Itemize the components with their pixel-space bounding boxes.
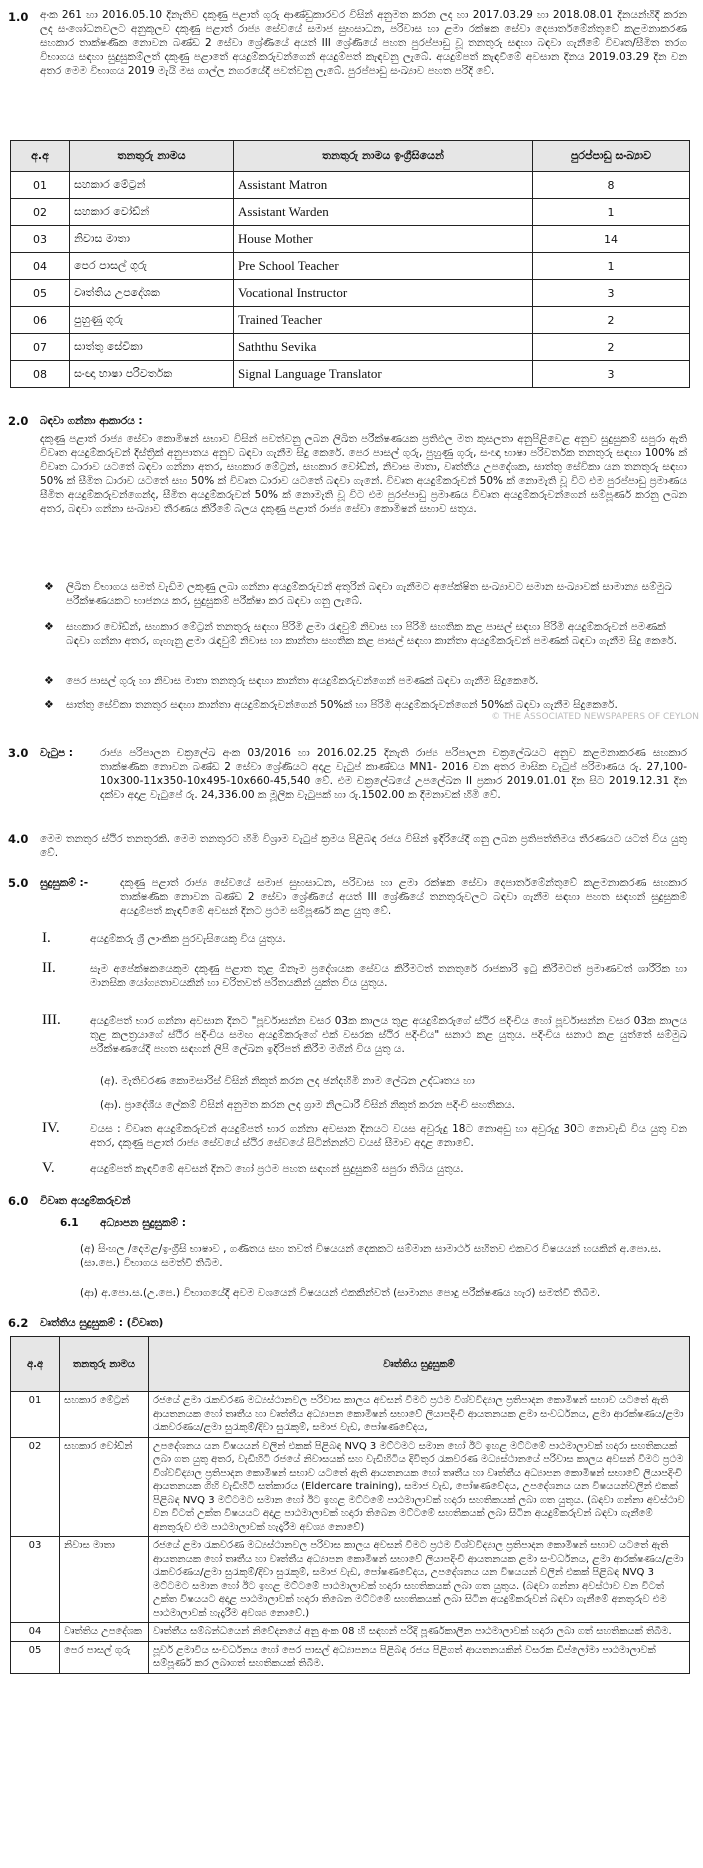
row-post-en: Assistant Warden [234, 199, 533, 226]
item-number: I. [42, 930, 51, 946]
row-post: නිවාස මාතා [60, 1537, 149, 1623]
row-post-en: Trained Teacher [234, 307, 533, 334]
item-number: II. [42, 960, 56, 976]
item-text: අයදුම්පත් භාර ගන්නා අවසාන දිනට "පූර්වාසන්න වසර 03ක කාලය තුළ අයදුම්කරුගේ ස්ථිර පදිංචිය හෝ පූර්වාසන්න වසර 03ක කාලය තුළ කලත්‍රයාගේ ස්ථිර පදිංචිය සමඟ අයදුම්කරුගේ එක් වසරක ස්ථිර පදිංචිය" සනාථ කළ යුතුය. පදිංචිය සනාථ කළ යුත්තේ සම්මුඛ පරීක්ෂණයේදී පහත සඳහන් ලිපි ලේඛන ඉදිරිපත් කිරීම මගින් විය යුතු ය. [90, 1015, 687, 1055]
table-row [11, 1437, 690, 1537]
row-post-si: පුහුණු ගුරු [70, 307, 234, 334]
row-post-si: සංඥා භාෂා පරිවර්තක [70, 361, 234, 388]
section-6-2-title: වෘත්තිය සුදුසුකම් : (විවෘත) [40, 1317, 164, 1329]
row-vacancies: 2 [533, 334, 690, 361]
row-post-si: සහකාර මේට්‍රන් [70, 172, 234, 199]
row-no: 03 [11, 226, 70, 253]
qualification-table-header [11, 1337, 690, 1392]
section-3-text: රාජ්‍ය පරිපාලන චක්‍රලේඛ අංක 03/2016 හා 2016.02.25 දිනැති රාජ්‍ය පරිපාලන චක්‍රලේඛයට අනුව කළමනාකරණ සහකාර තාක්ෂණික නොවන බණ්ඩ 2 සේවා ශ්‍රේණියට අදාළ වැටුප් කාණ්ඩය MN1- 2016 වන අතර මාසික වැටුප් පරිමාණය රු. 27,100-10x300-11x350-10x495-10x660-45,540 වේ. එම චක්‍රලේඛයේ උපලේඛන II ප්‍රකාර 2019.01.01 දින සිට 2019.12.31 දින දක්වා අදාළ වැටුපේ රු. 24,336.00 ක මූලික වැටුපක් හා රු.1502.00 ක දීමනාවක් හිමි වේ. [100, 747, 687, 801]
row-qualification: උපදේශනය යන විෂයයන් වලින් එකක් පිළිබඳ NVQ 3 මට්ටමට සමාන හෝ ඊට ඉහළ මට්ටමේ පාඨමාලාවක් හදාරා සහතිකයක් ලබා ගත යුතු අතර, වැඩිහිටි රජයේ නිවාසයක් සහ වැඩිහිටිය දිවිතුර රැකවරණ මධ්‍යස්ථානයේ පරිවාස කාලය අවසන් වීමට ප්‍රථම විශ්වවිද්‍යාල ප්‍රතිපාදන කොමිෂන් සභාව යටතේ ඇති ආයතනයක හෝ තෘතීය හා වෘත්තීය අධ්‍යාපන කොමිෂන් සභාවේ ලියාපදිංචි ආයතනයක ගිහි වැඩිහිටි සත්කාරය (Eldercare training), සමාජ වැඩ, පෝෂණවේදය, උපදේශනය යන විෂයයන්වලින් එකක් පිළිබඳ NVQ 3 මට්ටමට සමාන හෝ ඊට ඉහළ මට්ටමේ පාඨමාලාවක් හදාරා සහතිකයක් ලබා ගත යුතුය. (බඳවා ගන්නා අවස්ථාව වන විටත් උක්ත විෂයයට අදාළ පාඨමාලාවක් හදාරා තිබෙන මට්ටමේ සහතිකයක් ලබා සිටින අයදුම්කරුවන් බඳවා ගැනීමේ අනතුරුව එම පාඨමාලාවක් හැදෑරීම අවශ්‍ය නොවේ) [149, 1437, 690, 1537]
vacancy-table [10, 140, 690, 388]
row-no: 07 [11, 334, 70, 361]
table-row [11, 253, 690, 280]
table-row [11, 1392, 690, 1438]
row-qualification: පූර්ව ළමාවිය සංවර්ධනය හෝ පෙර පාසල් අධ්‍යාපනය පිළිබඳ රජය පිළිගත් ආයතනයකින් වසරක ඩිප්ලෝමා පාඨමාලාවක් සම්පූර්ණ කර ලබාගත් සහතිකයක් තිබීම. [149, 1641, 690, 1673]
row-no: 02 [11, 199, 70, 226]
row-post-si: වෘත්තිය උපදේශක [70, 280, 234, 307]
row-qualification: රජයේ ළමා රැකවරණ මධ්‍යස්ථානවල පරිවාස කාලය අවසන් වීමට ප්‍රථම විශ්වවිද්‍යාල ප්‍රතිපාදන කොමිෂන් සභාව යටතේ ඇති ආයතනයක හෝ තෘතීය හා වෘත්තීය අධ්‍යාපන කොමිෂන් සභාවේ ලියාපදිංචි ආයතනයක ළමා සංවර්ධනය, ළමා ආරක්ෂණය/ළමා රැකවරණය/ළමා සුරැකුම්/දිවා සුරැකුම්, සමාජ වැඩ, පෝෂණවේදය, [149, 1392, 690, 1438]
row-no: 04 [11, 253, 70, 280]
table-row [11, 307, 690, 334]
item-text: වයස : විවෘත අයදුම්කරුවන් අයදුම්පත් භාර ගන්නා අවසාන දිනයට වයස අවුරුදු 18ට නොඅඩු හා අවුරුදු 30ට නොවැඩි විය යුතු වන අතර, දකුණු පළාත් රාජ්‍ය සේවයේ ස්ථිර සේවයේ සිටින්නන්ට වයස් සීමාව අදාළ නොවේ. [90, 1123, 687, 1149]
col-header-post-en: තනතුරු නාමය ඉංග්‍රීසියෙන් [234, 141, 533, 172]
section-1-text: අංක 261 හා 2016.05.10 දිනැතිව දකුණු පළාත් ගුරු ආණ්ඩුකාරවර විසින් අනුමත කරන ලද හා 2017.03.29 හා 2018.08.01 දිනයන්හිදී කරන ලද සංශෝධනවලට අනුකූලව දකුණු පළාත් රාජ්‍ය සේවයේ සමාජ සුභසාධන, පරිවාස හා ළමා රක්ෂක සේවා දෙපාර්තමේන්තුවේ කළමනාකරණ සහකාර තාක්ෂණික නොවන බණ්ඩ 2 සේවා ශ්‍රේණියේ අයත් III ශ්‍රේණියේ පහත පුරප්පාඩු වූ තනතුරු සඳහා බඳවා ගැනීමේ විවෘත/සීමිත තරග විභාගය සඳහා සුදුසුකම්ලත් දකුණු පළාතේ අයදුම්කරුවන්ගෙන් අයදුම්පත් කැඳවනු ලැබේ. අයදුම්පත් කැඳවීමේ අවසාන දිනය 2019.03.29 දින වන අතර මෙම විභාගය 2019 මැයි මස ගාල්ල නගරයේදී පවත්වනු ලැබේ. පුරප්පාඩු සංඛ්‍යාව පහත පරිදි වේ. [40, 9, 687, 77]
table-row [11, 226, 690, 253]
row-post-en: Signal Language Translator [234, 361, 533, 388]
row-no: 01 [11, 172, 70, 199]
section-1-number: 1.0 [8, 10, 29, 24]
bullet-item: ❖ සාත්තු සේවිකා තනතුර සඳහා කාන්තා අයදුම්කරුවන්ගෙන් 50%ක් හා පිරිමි අයදුම්කරුවන්ගෙන් 50%ක් බඳවා ගැනීම සිදුකෙරේ. [44, 698, 687, 712]
table-row [11, 1537, 690, 1623]
row-post-en: Pre School Teacher [234, 253, 533, 280]
section-6-1-number: 6.1 [60, 1217, 79, 1229]
row-post: පෙර පාසල් ගුරු [60, 1641, 149, 1673]
row-no: 03 [11, 1537, 60, 1623]
row-post-si: සහකාර වෝඩ්න් [70, 199, 234, 226]
section-3-number: 3.0 [8, 746, 29, 760]
row-no: 06 [11, 307, 70, 334]
edu-item: (ආ) අ.පො.ස.(උ.පෙ.) විභාගයේදී අවම වශයෙන් විෂයයන් එකකින්වත් (සාමාන්‍ය පොදු පරීක්ෂණය හැර) සමත්වී තිබීම. [80, 1287, 601, 1299]
qualification-table [10, 1336, 690, 1674]
row-qualification: රජයේ ළමා රැකවරණ මධ්‍යස්ථානවල පරිවාස කාලය අවසන් වීමට ප්‍රථම විශ්වවිද්‍යාල ප්‍රතිපාදන කොමිෂන් සභාව යටතේ ඇති ආයතනයක හෝ තෘතීය හා වෘත්තීය අධ්‍යාපන කොමිෂන් සභාවේ ලියාපදිංචි ආයතනයක ළමා සංවර්ධනය, ළමා ආරක්ෂණය/ළමා රැකවරණය/ළමා සුරැකුම්/දිවා සුරැකුම්, සමාජ වැඩ, පෝෂණවේදය, උපදේශනය යන විෂයයන් වලින් එකක් පිළිබඳ NVQ 3 මට්ටමට සමාන හෝ ඊට ඉහළ මට්ටමේ පාඨමාලාවක් හදාරා සහතිකයක් ලබා ගත යුතුය. (බඳවා ගන්නා අවස්ථාව වන විටත් උක්ත විෂයයට අදාළ පාඨමාලාවක් හදාරා තිබෙන මට්ටමේ සහතිකයක් ලබා සිටින අයදුම්කරුවන් බඳවා ගැනීමේ අනතුරුව එම පාඨමාලාවක් හැදෑරීම අවශ්‍ය නොවේ.) [149, 1537, 690, 1623]
section-5-number: 5.0 [8, 876, 29, 890]
row-no: 05 [11, 1641, 60, 1673]
section-6-number: 6.0 [8, 1194, 29, 1208]
row-vacancies: 8 [533, 172, 690, 199]
row-post-en: Vocational Instructor [234, 280, 533, 307]
row-no: 01 [11, 1392, 60, 1438]
col-header-qualification: වෘත්තිය සුදුසුකම් [149, 1337, 690, 1392]
edu-item: (අ) සිංහල /දෙමළ/ඉංග්‍රීසි භාෂාව , ගණිතය සහ තවත් විෂයයන් දෙකකට සම්මාන සාමාර්ථ සහිතව එකවර විෂයයන් හයකින් අ.පො.ස.(සා.පෙ.) විභාගය සමත්වී තිබීම. [80, 1243, 662, 1269]
section-4-number: 4.0 [8, 832, 29, 846]
vacancy-table-header [11, 141, 690, 172]
row-post-en: Assistant Matron [234, 172, 533, 199]
section-6-2-number: 6.2 [8, 1316, 29, 1330]
row-post-en: House Mother [234, 226, 533, 253]
section-5-title: සුදුසුකම් :- [40, 877, 89, 889]
col-header-vacancies: පුරප්පාඩු සංඛ්‍යාව [533, 141, 690, 172]
bullet-item: ❖ ලිඛිත විභාගය සමත් වැඩිම ලකුණු ලබා ගන්නා අයදුම්කරුවන් අතුරින් බඳවා ගැනීමට අපේක්ෂිත සංඛ්‍යාවට සමාන සංඛ්‍යාවක් සාමාන්‍ය සම්මුඛ පරීක්ෂණයකට භාජනය කර, සුදුසුකම් පරීක්ෂා කර බඳවා ගනු ලැබේ. [44, 580, 687, 608]
sub-item: (ආ). ප්‍රාදේශීය ලේකම් විසින් අනුමත කරන ලද ග්‍රාම නිලධාරී විසින් නිකුත් කරන පදිංචි සහතිකය. [100, 1099, 515, 1111]
table-row [11, 1623, 690, 1642]
row-vacancies: 1 [533, 253, 690, 280]
item-number: III. [42, 1012, 61, 1028]
row-no: 02 [11, 1437, 60, 1537]
row-post-en: Saththu Sevika [234, 334, 533, 361]
table-row [11, 334, 690, 361]
row-post: සහකාර මේට්‍රන් [60, 1392, 149, 1438]
row-no: 08 [11, 361, 70, 388]
row-vacancies: 2 [533, 307, 690, 334]
row-vacancies: 14 [533, 226, 690, 253]
row-post: සහකාර වෝඩ්න් [60, 1437, 149, 1537]
row-qualification: වෘත්තීය සම්බන්ධයෙන් නිවේදනයේ අනු අංක 08 හි සඳහන් පරිදි පූර්ණකාලීන පාඨමාලාවක් හදාරා ලබා ගත් සහතිකයක් තිබීම. [149, 1623, 690, 1642]
section-6-1-title: අධ්‍යාපන සුදුසුකම් : [100, 1217, 186, 1229]
section-2-text: දකුණු පළාත් රාජ්‍ය සේවා කොමිෂන් සභාව විසින් පවත්වනු ලබන ලිඛිත පරීක්ෂණයක ප්‍රතිඵල මත කුසලතා අනුපිළිවෙළ අනුව සුදුසුකම් සපුරා ඇති විවෘත අයදුම්කරුවන් දිස්ත්‍රික් අනුපාතය අනුව බඳවා ගැනීම සිදු කෙරේ. පෙර පාසල් ගුරු, පුහුණු ගුරු, සංඥා භාෂා පරිවර්තක තනතුරු සඳහා 100% ක් විවෘත ධාරාව යටතේ බඳවා ගන්නා අතර, සහකාර මේට්‍රන්, සහකාර වෝඩ්න්, නිවාස මාතා, වෘත්තීය උපදේශක, සාත්තු සේවිකා යන තනතුරු සඳහා 50% ක් සීමිත ධාරාව යටතේ සහ 50% ක් විවෘත ධාරාව යටතේ බඳවා ගැනේ. විවෘත අයදුම්කරුවන් 50% ක් නොමැති වූ විට එම පුරප්පාඩු ප්‍රමාණය සීමිත අයදුම්කරුවන්ගෙන්ද, සීමිත අයදුම්කරුවන් 50% ක් නොමැති වූ විට එම පුරප්පාඩු ප්‍රමාණය විවෘත අයදුම්කරුවන්ගෙන් සම්පූර්ණ කරනු ලබන අතර, බඳවා ගන්නා සංඛ්‍යාව තීරණය කිරීමේ බලය දකුණු පළාත් රාජ්‍ය සේවා කොමිෂන් සභාව සතුය. [40, 433, 687, 515]
section-4-text: මෙම තනතුර ස්ථිර තනතුරකි. මෙම තනතුරට හිමි විශ්‍රාම වැටුප් ක්‍රමය පිළිබඳ රජය විසින් ඉදිරියේදී ගනු ලබන ප්‍රතිපත්තිමය තීරණයට යටත් විය යුතු වේ. [40, 833, 687, 859]
row-vacancies: 1 [533, 199, 690, 226]
section-2-number: 2.0 [8, 414, 29, 428]
section-6-title: විවෘත අයදුම්කරුවන් [40, 1195, 131, 1207]
item-text: අයදුම්කරු ශ්‍රී ලාංකික පුරවැසියෙකු විය යුතුය. [90, 933, 286, 945]
item-text: අයදුම්පත් කැඳවීමේ අවසන් දිනට හෝ ප්‍රථම පහත සඳහන් සුදුසුකම් සපුරා තිබිය යුතුය. [90, 1163, 464, 1175]
row-no: 04 [11, 1623, 60, 1642]
item-number: V. [42, 1160, 55, 1176]
sub-item: (අ). මැතිවරණ කොමසාරිස් විසින් නිකුත් කරන ලද ඡන්දහිමි නාම ලේඛන උද්ධෘතය හා [100, 1075, 475, 1087]
col-header-post-si: තනතුරු නාමය [70, 141, 234, 172]
row-vacancies: 3 [533, 280, 690, 307]
row-post-si: සාත්තු සේවිකා [70, 334, 234, 361]
row-post-si: පෙර පාසල් ගුරු [70, 253, 234, 280]
bullet-item: ❖ සහකාර වෝඩ්න්, සහකාර මේට්‍රන් තනතුරු සඳහා පිරිමි ළමා රැඳවුම් නිවාස හා පිරිමි සහතික කළ පාසල් සඳහා පිරිමි අයදුම්කරුවන් පමණක් බඳවා ගන්නා අතර, ගැහැනු ළමා රැඳවුම් නිවාස හා කාන්තා සහතික කළ පාසල් සඳහා කාන්තා අයදුම්කරුවන් පමණක් බඳවා ගැනීම සිදු කෙරේ. [44, 620, 687, 648]
item-text: සෑම අපේක්ෂකයෙකුම දකුණු පළාත තුළ ඕනෑම ප්‍රදේශයක සේවය කිරීමටත් තනතුරේ රාජකාරි ඉටු කිරීමටත් ප්‍රමාණවත් ශාරීරික හා මානසික යෝග්‍යතාවයකින් හා චරිතවත් පරිතයකින් යුක්ත විය යුතුය. [90, 963, 687, 989]
col-header-post: තනතුරු නාමය [60, 1337, 149, 1392]
table-row [11, 199, 690, 226]
section-2-title: බඳවා ගන්නා ආකාරය : [40, 415, 143, 427]
table-row [11, 280, 690, 307]
row-no: 05 [11, 280, 70, 307]
item-number: IV. [42, 1120, 60, 1136]
row-post: වෘත්තිය උපදේශක [60, 1623, 149, 1642]
table-row [11, 361, 690, 388]
section-3-title: වැටුප : [40, 747, 73, 759]
col-header-no: අ.අ [11, 141, 70, 172]
row-post-si: නිවාස මාතා [70, 226, 234, 253]
col-header-no: අ.අ [11, 1337, 60, 1392]
watermark: © THE ASSOCIATED NEWSPAPERS OF CEYLON [491, 712, 699, 722]
table-row [11, 172, 690, 199]
bullet-item: ❖ පෙර පාසල් ගුරු හා නිවාස මාතා තනතුරු සඳහා කාන්තා අයදුම්කරුවන්ගෙන් පමණක් බඳවා ගැනීම සිදුකෙරේ. [44, 674, 687, 688]
table-row [11, 1641, 690, 1673]
row-vacancies: 3 [533, 361, 690, 388]
section-5-text: දකුණු පළාත් රාජ්‍ය සේවයේ සමාජ සුභසාධන, පරිවාස හා ළමා රක්ෂක සේවා දෙපාර්තමේන්තුවේ කළමනාකරණ සහකාර තාක්ෂණික නොවන බණ්ඩ 2 සේවා ශ්‍රේණියේ අයත් III ශ්‍රේණියේ තනතුරුවලට බඳවා ගැනීම සඳහා පහත සඳහන් සුදුසුකම් අයදුම්පත් කැඳවීමේ අවසන් දිනට ප්‍රථම සම්පූර්ණ කළ යුතු වේ. [120, 877, 687, 917]
